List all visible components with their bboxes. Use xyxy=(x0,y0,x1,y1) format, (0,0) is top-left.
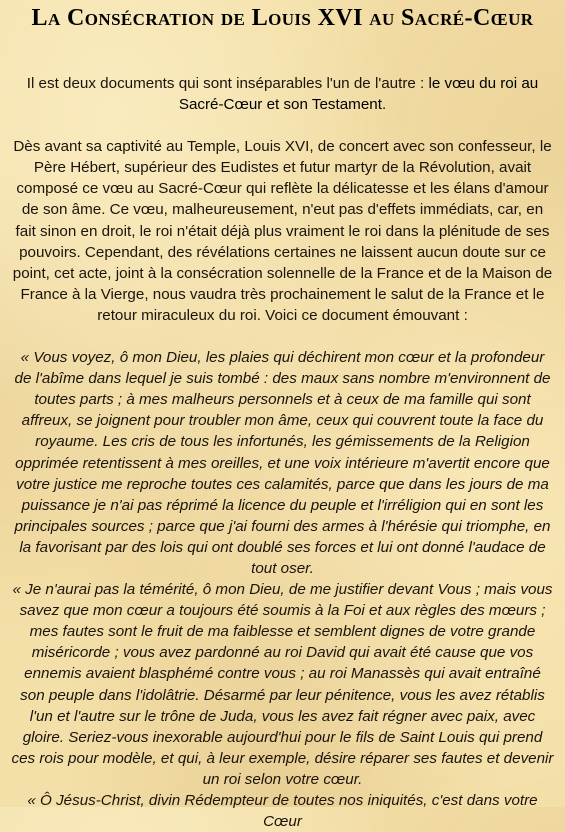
intro-text: Il est deux documents qui sont inséparables l'un de l'autre : xyxy=(26,75,429,92)
context-paragraph: Dès avant sa captivité au Temple, Louis XVI, de concert avec son confesseur, le Père Hébert, supérieur des Eudistes et futur martyr de la Révolution, avait composé ce vœu au Sacré-Cœur qui reflète la délicatesse et les élans d'amour de son âme. Ce vœu, malheureusement, n'eut pas d'effets immédiats, car, en fait sinon en droit, le roi n'était déjà plus vraiment le roi dans la plénitude de ses pouvoirs. Cependant, des révélations certaines ne laissent aucun doute sur ce point, cet acte, joint à la consécration solennelle de la France et de la Maison de France à la Vierge, nous vaudra très prochainement le salut de la France et le retour miraculeux du roi. Voici ce document émouvant : xyxy=(12,138,553,324)
paragraph-spacer xyxy=(11,115,554,136)
intro-end: . xyxy=(381,96,387,114)
document-body xyxy=(11,73,554,832)
quote-paragraph-1: « Vous voyez, ô mon Dieu, les plaies qui déchirent mon cœur et la profondeur de l'abîme dans lequel je suis tombé : des maux sans nombre m'environnent de toutes parts ; à mes malheurs personnels et à ceux de ma famille qui sont affreux, se joignent pour troubler mon âme, ceux qui couvrent toute la face du royaume. Les cris de tous les infortunés, les gémissements de la Religion opprimée retentissent à mes oreilles, et une voix intérieure m'avertit encore que votre justice me reproche toutes ces calamités, parce que dans les jours de ma puissance je n'ai pas réprimé la licence du peuple et l'irréligion qui en sont les principales sources ; parce que j'ai fourni des armes à l'hérésie qui triomphe, en la favorisant par des lois qui ont doublé ses forces et lui ont donné l'audace de tout oser. xyxy=(14,349,551,577)
page-title: La Consécration de Louis XVI au Sacré-Cœur xyxy=(31,5,534,31)
intro-highlight: le vœu du roi au Sacré-Cœur et son Testament xyxy=(178,75,539,114)
intro-paragraph xyxy=(11,73,554,115)
paragraph-spacer xyxy=(11,326,554,347)
quote-paragraph-2: « Je n'aurai pas la témérité, ô mon Dieu, de me justifier devant Vous ; mais vous savez que mon cœur a toujours été soumis à la Foi et aux règles des mœurs ; mes fautes sont le fruit de ma faiblesse et semblent dignes de votre grande miséricorde ; vous avez pardonné au roi David qui avait été cause que vos ennemis avaient blasphémé contre vous ; au roi Manassès qui avait entraîné son peuple dans l'idolâtrie. Désarmé par leur pénitence, vous les avez rétablis l'un et l'autre sur le trône de Juda, vous les avez fait régner avec paix, avec gloire. Seriez-vous inexorable aujourd'hui pour le fils de Saint Louis qui prend ces rois pour modèle, et qui, à leur exemple, désire réparer ses fautes et devenir un roi selon votre cœur. xyxy=(11,581,554,788)
quote-paragraph-3: « Ô Jésus-Christ, divin Rédempteur de toutes nos iniquités, c'est dans votre Cœur xyxy=(27,792,538,831)
